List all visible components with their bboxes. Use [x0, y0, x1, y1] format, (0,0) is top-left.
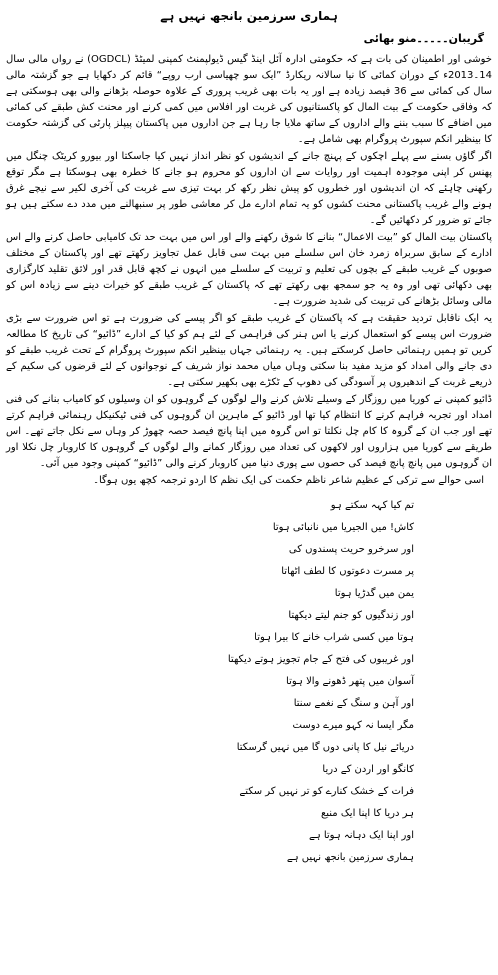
- poem-line: پر مسرت دعوتوں کا لطف اٹھاتا: [281, 566, 414, 577]
- poem-line: فرات کے خشک کنارے کو تر نہیں کر سکتے: [239, 786, 414, 797]
- paragraph: خوشی اور اطمینان کی بات ہے کہ حکومتی ادارہ آئل اینڈ گیس ڈیولپمنٹ کمپنی لمیٹڈ (OGDCL) نے رواں مالی سال 14۔2013ء کے دوران کمائی کا نیا سالانہ ریکارڈ ”ایک سو چھیاسی ارب روپے“ قائم کر دکھایا ہے جو گزشتہ مالی سال کی کمائی سے 36 فیصد زیادہ ہے اور یہ بات بھی غریب پروری کے علاوہ حوصلہ بڑھانے والی بھی ہوسکتی ہے کہ وفاقی حکومت کے بیت المال کو پاکستانیوں کی غربت اور افلاس میں کمی کرنے اور محنت کش طبقے کی کمائی میں اضافے کا سبب بننے والے اداروں کے ساتھ ملایا جا رہا ہے جن اداروں میں پاکستان پیپلز پارٹی کی گزشتہ حکومت کا بینظیر انکم سپورٹ پروگرام بھی شامل ہے۔: [6, 54, 492, 145]
- poem-line: کاش! میں الجیریا میں نانبائی ہوتا: [272, 522, 414, 533]
- paragraph: اگر گاؤں بسنے سے پہلے اچکوں کے پہنچ جانے کے اندیشوں کو نظر انداز نہیں کیا جاسکتا اور بیورو کریٹک چنگل میں پھنس کر اپنی موجودہ اہمیت اور روایات سے ان اداروں کو محروم ہو جانے کا خطرہ بھی ہوسکتا ہے مگر توقع رکھنی چاہئے کہ ان اندیشوں اور خطروں کو پیش نظر رکھ کر بہت تیزی سے غربت کی آخری لکیر سے نیچے غرق ہونے والے غریب پاکستانی محنت کشوں کو یہ تمام ادارے مل کر معاشی طور پر سنبھالنے میں مدد دے سکتے ہیں ہو جائے تو ضرور کر دکھائیں گے۔: [6, 151, 492, 226]
- poem-line: یمن میں گدڑیا ہوتا: [334, 588, 414, 599]
- paragraph: ڈائیو کمپنی نے کوریا میں روزگار کے وسیلے تلاش کرنے والے لوگوں کے گروہوں کو ان وسیلوں کو کامیاب بنانے کی فنی امداد اور تجربہ فراہم کرنے کا انتظام کیا تھا اور ڈائیو کے ماہرین ان گروہوں کی فنی ٹیکنیکل رہنمائی فراہم کرتے تھے اور جب ان کے گروہ کا کام چل نکلتا تو اس گروہ میں اپنا پانچ فیصد حصہ چھوڑ کر وہاں سے نکل جاتے تھے۔ اس طریقے سے کوریا میں ہزاروں اور لاکھوں کی تعداد میں روزگار کمانے والے لوگوں کے گروہوں کا کاروبار چل نکلا اور ان گروہوں میں پانچ پانچ فیصد کی حصوں سے پوری دنیا میں کاروبار کرنے والی ”ڈائیو“ کمپنی وجود میں آئی۔: [6, 394, 492, 469]
- poem: [6, 495, 414, 869]
- poem-line: آسوان میں پتھر ڈھونے والا ہوتا: [286, 676, 414, 687]
- poem-line: مگر ایسا نہ کہو میرے دوست: [292, 720, 414, 731]
- poem-line: ہماری سرزمین بانجھ نہیں ہے: [286, 852, 414, 863]
- poem-line: اور آہن و سنگ کے نغمے سنتا: [293, 698, 414, 709]
- poem-line: اور سرخرو حریت پسندوں کی: [288, 544, 414, 555]
- byline: گریبان۔۔۔۔۔منو بھائی: [363, 32, 484, 45]
- article-body: [6, 52, 492, 472]
- poem-line: اور غریبوں کی فتح کے جام تجویز ہوتے دیکھتا: [227, 654, 414, 665]
- poem-line: اور اپنا ایک دہانہ ہوتا ہے: [308, 830, 414, 841]
- paragraph: یہ ایک ناقابل تردید حقیقت ہے کہ پاکستان کے غریب طبقے کو اگر پیسے کی ضرورت ہے تو اس ضرورت سے بڑی ضرورت اس پیسے کو استعمال کرنے یا اس ہنر کی فراہمی کے لئے ہم کو کیا کے ادارے ”ڈائیو“ کی تاریخ کا مطالعہ کریں تو ہمیں رہنمائی حاصل کرسکتے ہیں۔ یہ رہنمائی جہاں بینظیر انکم سپورٹ پروگرام کے تحت غریب طبقے کو دی جانے والی امداد کو مزید مفید بنا سکتی وہاں میاں محمد نواز شریف کے نوجوانوں کے لئے قرضوں کی سکیم کے ذریعے غربت کے اندھیروں پر آسودگی کی دھوپ کے ٹکڑے بھی بکھیر سکتی ہے۔: [6, 313, 492, 388]
- poem-line: کانگو اور اردن کے دریا: [322, 764, 414, 775]
- poem-line: ہوتا میں کسی شراب خانے کا بیرا ہوتا: [254, 632, 414, 643]
- poem-line: ہر دریا کا اپنا ایک منبع: [320, 808, 414, 819]
- poem-intro: اسی حوالے سے ترکی کے عظیم شاعر ناظم حکمت کی ایک نظم کا اردو ترجمہ کچھ یوں ہوگا۔: [93, 475, 484, 486]
- poem-line: اور زندگیوں کو جنم لیتے دیکھتا: [288, 610, 414, 621]
- paragraph: پاکستان بیت المال کو ”بیت الاعمال“ بنانے کا شوق رکھنے والے اور اس میں بہت حد تک کامیابی حاصل کرنے والے اس ادارے کے سابق سربراہ زمرد خان اس سلسلے میں بہت سی قابل عمل تجاویز رکھتے تھے اور پاکستان کے مختلف صوبوں کے غریب طبقے کے بچوں کی تعلیم و تربیت کے سلسلے میں انہوں نے کچھ قابل قدر اور لائق تقلید کارگزاری بھی دکھائی تھی اور وہ یہ جو سمجھ بھی رکھتے تھے کہ پاکستان کے غریب طبقے کو خیرات دینے سے زیادہ اس کو مالی وسائل بڑھانے کی تربیت کی شدید ضرورت ہے۔: [6, 232, 492, 307]
- poem-line: دریائے نیل کا پانی دوں گا میں نہیں گرسکتا: [236, 742, 414, 753]
- article-title: ہماری سرزمین بانجھ نہیں ہے: [160, 9, 338, 23]
- poem-line: تم کیا کہہ سکتے ہو: [330, 500, 414, 511]
